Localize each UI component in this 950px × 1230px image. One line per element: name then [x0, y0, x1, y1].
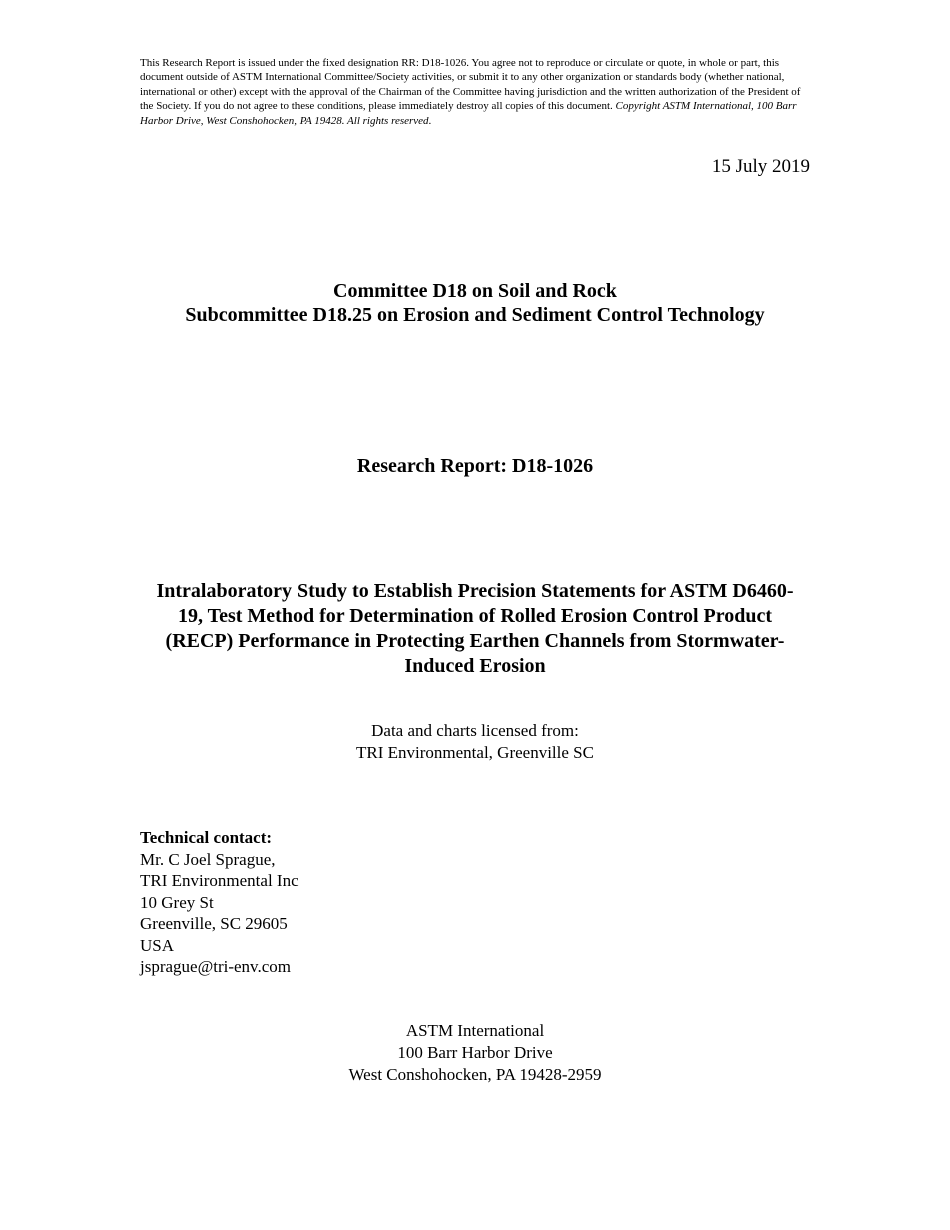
technical-contact — [140, 827, 299, 978]
committee-heading — [0, 279, 950, 327]
report-title: Intralaboratory Study to Establish Precision Statements for ASTM D6460-19, Test Method for Determination of Rolled Erosion Control Product (RECP) Performance in Protecting Earthen Channels from Stormwater-Induced Erosion — [156, 580, 794, 677]
contact-heading: Technical contact: — [140, 828, 273, 847]
subcommittee-name: Subcommittee D18.25 on Erosion and Sediment Control Technology — [185, 304, 765, 326]
contact-street: 10 Grey St — [140, 892, 214, 912]
contact-email: jsprague@tri-env.com — [140, 957, 291, 976]
report-designation: Research Report: D18-1026 — [356, 455, 594, 477]
report-date: 15 July 2019 — [711, 156, 810, 177]
astm-address-line-2: 100 Barr Harbor Drive — [397, 1043, 553, 1062]
committee-name: Committee D18 on Soil and Rock — [333, 280, 617, 302]
astm-address-line-1: ASTM International — [405, 1021, 545, 1040]
usage-notice — [140, 56, 810, 128]
license-note — [0, 720, 950, 764]
copyright-notice: Copyright ASTM International, 100 Barr Harbor Drive, West Conshohocken, PA 19428. All rights reserved — [140, 100, 797, 127]
astm-address-line-3: West Conshohocken, PA 19428-2959 — [348, 1065, 602, 1084]
contact-country: USA — [140, 935, 175, 955]
license-line-2: TRI Environmental, Greenville SC — [356, 743, 594, 762]
contact-name: Mr. C Joel Sprague, — [140, 849, 276, 869]
contact-company: TRI Environmental Inc — [140, 871, 299, 890]
license-line-1: Data and charts licensed from: — [371, 721, 579, 740]
astm-address — [0, 1020, 950, 1086]
contact-city: Greenville, SC 29605 — [140, 914, 288, 933]
copyright-period: . — [428, 114, 432, 127]
usage-notice-text: This Research Report is issued under the fixed designation RR: D18-1026. You agree not to reproduce or circulate or quote, in whole or part, this document outside of ASTM International Committee/Society activities, or submit it to any other organization or standards body (whether national, international or other) except with the approval of the Chairman of the Committee having jurisdiction and the written authorization of the President of the Society. If you do not agree to these conditions, please immediately destroy all copies of this document. — [140, 57, 801, 113]
